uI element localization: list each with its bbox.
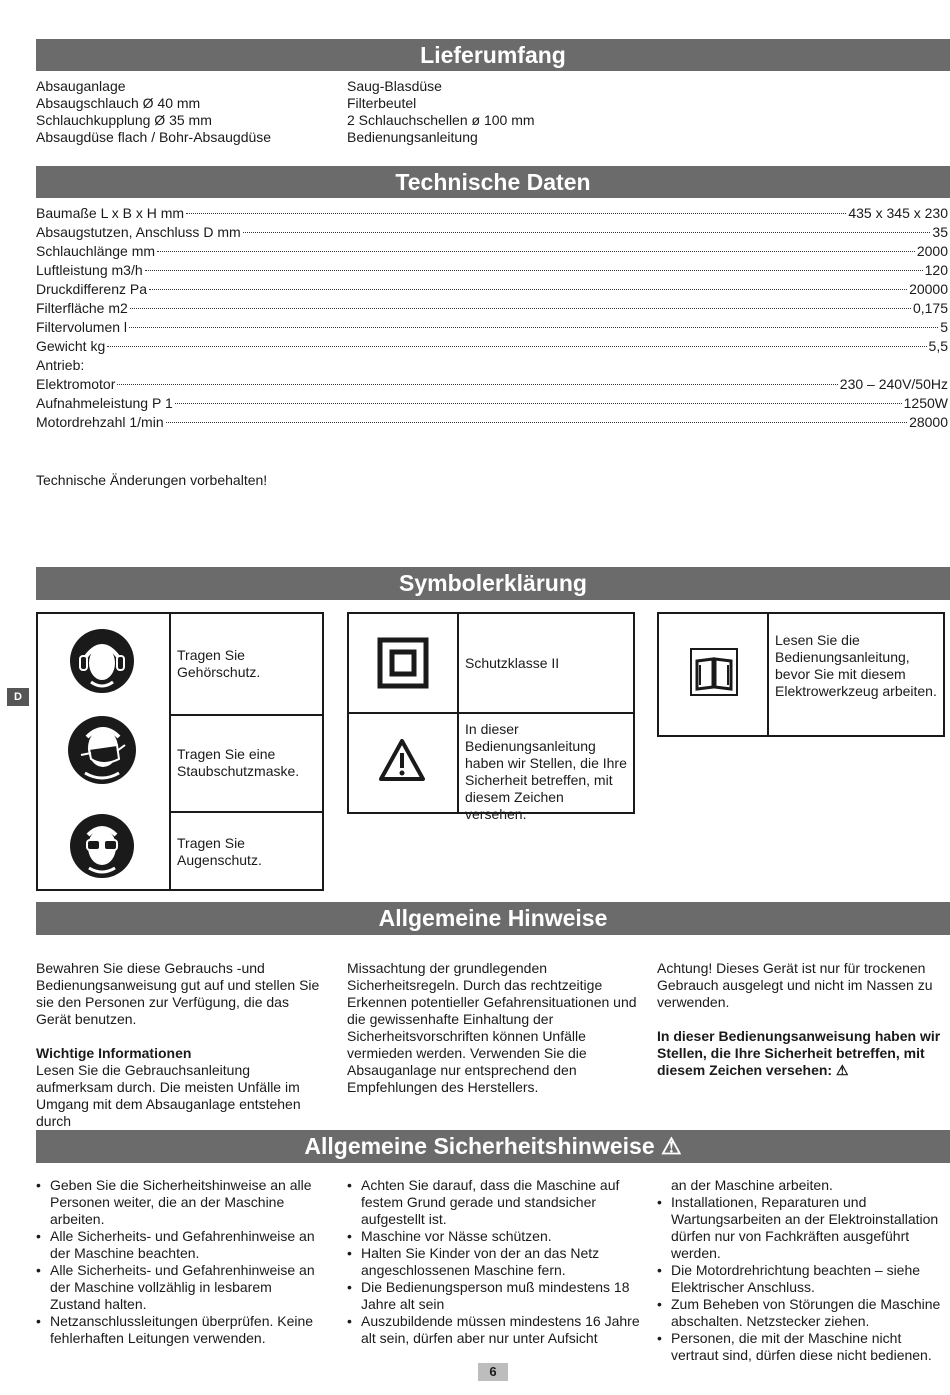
list-item: • Alle Sicherheits- und Gefahrenhinweise an der Maschine vollzählig in lesbarem Zustand halten. (36, 1262, 324, 1313)
leader-dots (145, 270, 923, 271)
spec-row (36, 280, 948, 299)
spec-value: 435 x 345 x 230 (848, 205, 948, 221)
hearing-protection-icon (69, 628, 135, 694)
spec-label: Gewicht kg (36, 338, 106, 354)
list-item: • Halten Sie Kinder von der an das Netz angeschlossenen Maschine fern. (347, 1245, 641, 1279)
spec-label: Absaugstutzen, Anschluss D mm (36, 224, 241, 240)
language-tab: D (7, 688, 29, 706)
spec-value: 20000 (909, 281, 948, 297)
paragraph: Missachtung der grundlegenden Sicherheitsregeln. Durch das rechtzeitige Erkennen potentieller Gefahrensituationen und die gewissenhafte Einhaltung der Sicherheitsvorschriften können Unfälle vermieden werden. Verwenden Sie die Absauganlage nur entsprechend den Empfehlungen des Herstellers. (347, 960, 637, 1095)
list-item: • Auszubildende müssen mindestens 16 Jahre alt sein, dürfen aber nur unter Aufsicht (347, 1313, 641, 1347)
spec-value: 35 (932, 224, 948, 240)
spec-value: 5,5 (928, 338, 948, 354)
paragraph: Achtung! Dieses Gerät ist nur für trockenen Gebrauch ausgelegt und nicht im Nassen zu verwenden. (657, 960, 933, 1010)
list-item: Schlauchkupplung Ø 35 mm (36, 112, 212, 128)
safety-list-column-3 (657, 1194, 950, 1364)
eye-protection-icon (69, 813, 135, 879)
symbol-text-warning: In dieser Bedienungsanleitung haben wir Stellen, die Ihre Sicherheit betreffen, mit diesem Zeichen versehen. (465, 721, 627, 822)
spec-row (36, 261, 948, 280)
hinweise-column-2 (347, 960, 637, 1096)
leader-dots (157, 251, 915, 252)
list-item-continuation: an der Maschine arbeiten. (671, 1177, 833, 1193)
warning-triangle-icon (378, 738, 426, 782)
leader-dots (175, 403, 902, 404)
table-divider (767, 612, 769, 737)
lieferumfang-left-list (36, 78, 336, 146)
section-title-symbolerklaerung: Symbolerklärung (36, 567, 950, 600)
spec-row (36, 204, 948, 223)
leader-dots (186, 213, 846, 214)
safety-list-column-2 (347, 1177, 641, 1347)
list-item: • Geben Sie die Sicherheitshinweise an alle Personen weiter, die an der Maschine arbeiten. (36, 1177, 324, 1228)
spec-label: Baumaße L x B x H mm (36, 205, 185, 221)
leader-dots (117, 384, 837, 385)
read-manual-icon (689, 647, 739, 697)
spec-value: 120 (924, 262, 948, 278)
dust-mask-icon (67, 715, 137, 785)
spec-value: 1250W (903, 395, 948, 411)
symbol-text-dust-mask: Tragen Sie eine Staubschutzmaske. (177, 746, 300, 779)
spec-value: 5 (940, 319, 948, 335)
spec-label: Filtervolumen l (36, 319, 128, 335)
safety-column-3 (657, 1177, 950, 1364)
spec-row (36, 356, 948, 375)
leader-dots (243, 232, 931, 233)
spec-label: Antrieb: (36, 357, 85, 373)
list-item: • Installationen, Reparaturen und Wartungsarbeiten an der Elektroinstallation dürfen nur von Fachkräften ausgeführt werden. (657, 1194, 950, 1262)
table-divider (169, 612, 171, 891)
lieferumfang-right-list (347, 78, 647, 146)
spec-label: Schlauchlänge mm (36, 243, 156, 259)
paragraph: Bewahren Sie diese Gebrauchs -und Bedienungsanweisung gut auf und stellen Sie sie den Personen zur Verfügung, die das Gerät benutzen. (36, 960, 320, 1027)
list-item: • Die Motordrehrichtung beachten – siehe Elektrischer Anschluss. (657, 1262, 950, 1296)
list-item: • Achten Sie darauf, dass die Maschine auf festem Grund gerade und standsicher aufgestellt ist. (347, 1177, 641, 1228)
list-item: • Maschine vor Nässe schützen. (347, 1228, 641, 1245)
spec-label: Filterfläche m2 (36, 300, 128, 316)
list-item: • Alle Sicherheits- und Gefahrenhinweise an der Maschine beachten. (36, 1228, 324, 1262)
spec-label: Elektromotor (36, 376, 116, 392)
leader-dots (107, 346, 926, 347)
spec-label: Druckdifferenz Pa (36, 281, 148, 297)
leader-dots (129, 327, 938, 328)
table-divider (169, 811, 324, 813)
spec-label: Luftleistung m3/h (36, 262, 143, 278)
spec-value: 0,175 (912, 300, 948, 316)
subheading: Wichtige Informationen (36, 1045, 192, 1061)
list-item: • Zum Beheben von Störungen die Maschine abschalten. Netzstecker ziehen. (657, 1296, 950, 1330)
spec-row (36, 242, 948, 261)
symbol-text-hearing: Tragen Sie Gehörschutz. (177, 647, 261, 680)
list-item: • Personen, die mit der Maschine nicht vertraut sind, dürfen diese nicht bedienen. (657, 1330, 950, 1364)
symbol-text-eye: Tragen Sie Augenschutz. (177, 835, 262, 868)
table-divider (169, 714, 324, 716)
list-item: Absaugdüse flach / Bohr-Absaugdüse (36, 129, 272, 145)
safety-list-column-1 (36, 1177, 324, 1347)
list-item: Saug-Blasdüse (347, 78, 442, 94)
list-item: 2 Schlauchschellen ø 100 mm (347, 112, 535, 128)
list-item: Filterbeutel (347, 95, 417, 111)
spec-row (36, 375, 948, 394)
spec-row (36, 337, 948, 356)
list-item: Bedienungsanleitung (347, 129, 478, 145)
spec-value: 2000 (916, 243, 948, 259)
spec-row (36, 223, 948, 242)
section-title-sicherheitshinweise: Allgemeine Sicherheitshinweise ⚠ (36, 1130, 950, 1163)
leader-dots (130, 308, 911, 309)
spec-label: Aufnahmeleistung P 1 (36, 395, 173, 411)
list-item: Absauganlage (36, 78, 126, 94)
spec-row (36, 413, 948, 432)
spec-row (36, 299, 948, 318)
protection-class-ii-icon (377, 637, 429, 689)
spec-row (36, 394, 948, 413)
section-title-lieferumfang: Lieferumfang (36, 39, 950, 71)
hinweise-column-1 (36, 960, 321, 1130)
list-item: Absaugschlauch Ø 40 mm (36, 95, 201, 111)
symbol-text-read-manual: Lesen Sie die Bedienungsanleitung, bevor Sie mit diesem Elektrowerkzeug arbeiten. (775, 632, 937, 699)
page-number: 6 (478, 1363, 508, 1381)
hinweise-column-3 (657, 960, 947, 1079)
leader-dots (149, 289, 907, 290)
tech-note: Technische Änderungen vorbehalten! (36, 472, 268, 488)
list-item: • Netzanschlussleitungen überprüfen. Keine fehlerhaften Leitungen verwenden. (36, 1313, 324, 1347)
symbol-text-protection-class: Schutzklasse II (465, 655, 560, 671)
spec-value: 28000 (909, 414, 948, 430)
spec-value: 230 – 240V/50Hz (839, 376, 948, 392)
paragraph: Lesen Sie die Gebrauchsanleitung aufmerksam durch. Die meisten Unfälle im Umgang mit dem Absauganlage entstehen durch (36, 1062, 301, 1129)
leader-dots (166, 422, 907, 423)
spec-label: Motordrehzahl 1/min (36, 414, 164, 430)
table-divider (347, 712, 635, 714)
bold-paragraph: In dieser Bedienungsanweisung haben wir Stellen, die Ihre Sicherheit betreffen, mit diesem Zeichen versehen: ⚠ (657, 1028, 941, 1078)
section-title-allgemeine-hinweise: Allgemeine Hinweise (36, 902, 950, 935)
list-item: • Die Bedienungsperson muß mindestens 18 Jahre alt sein (347, 1279, 641, 1313)
spec-row (36, 318, 948, 337)
section-title-technische-daten: Technische Daten (36, 166, 950, 198)
